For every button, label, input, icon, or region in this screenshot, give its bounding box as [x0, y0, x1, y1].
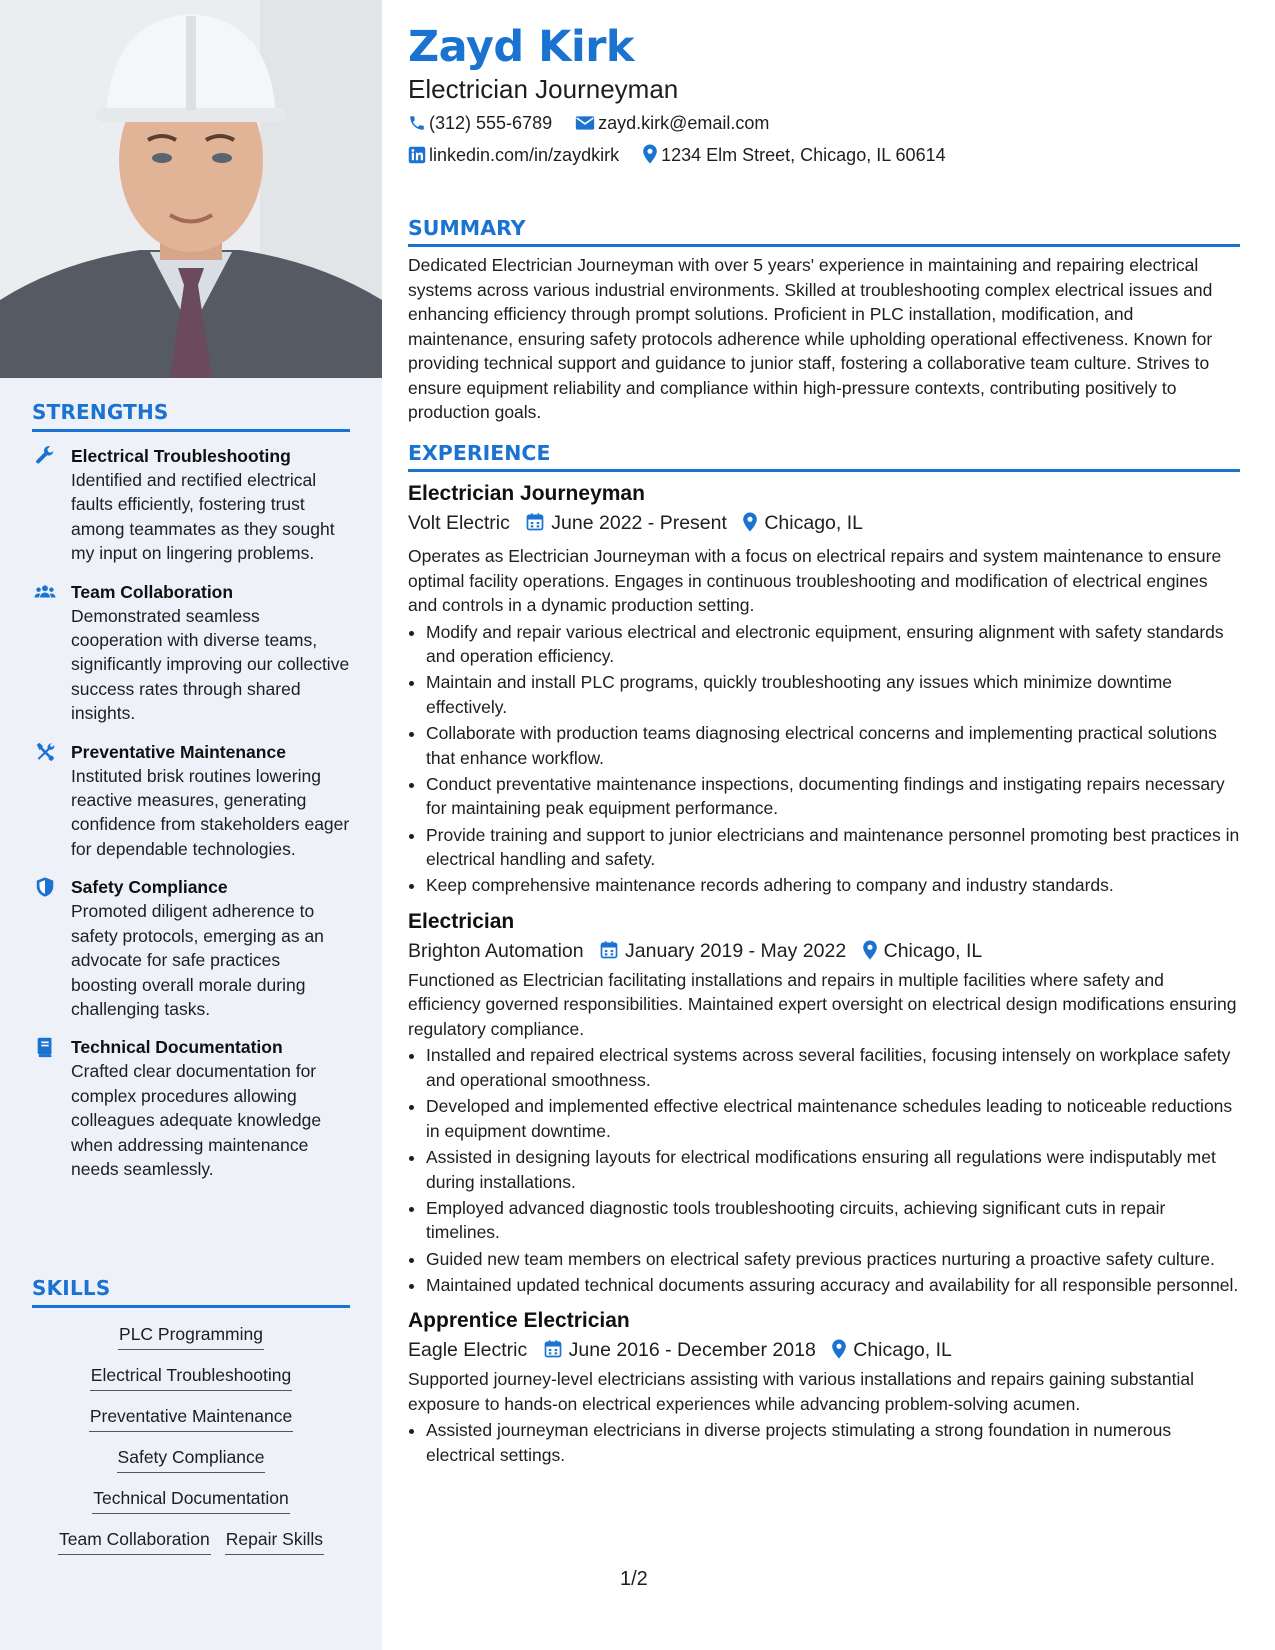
strengths-section	[32, 400, 350, 1181]
job-meta	[408, 508, 1240, 538]
phone-text: (312) 555-6789	[429, 113, 553, 133]
contact-linkedin[interactable]	[408, 145, 624, 165]
strength-title: Safety Compliance	[71, 877, 228, 898]
calendar-icon	[599, 940, 619, 960]
job-bullet: • Maintained updated technical documents assuring accuracy and availability for all responsible personnel.	[426, 1273, 1240, 1298]
summary-heading: SUMMARY	[408, 216, 1240, 247]
strength-description: Instituted brisk routines lowering reactive measures, generating confidence from stakeholders eager for dependable technologies.	[71, 765, 350, 859]
strengths-heading: STRENGTHS	[32, 400, 350, 432]
experience-section	[408, 441, 1240, 1469]
shield-icon	[34, 876, 56, 898]
calendar-icon	[543, 1339, 563, 1359]
job-summary: Supported journey-level electricians assisting with various installations and repairs gaining substantial exposure to hands-on electrical experiences while advancing problem-solving acumen.	[408, 1369, 1194, 1414]
calendar-icon	[525, 512, 545, 532]
contact-row-1	[408, 113, 787, 134]
job-bullets	[408, 1418, 1240, 1467]
job-dates: June 2016 - December 2018	[568, 1339, 816, 1362]
job-bullet: • Developed and implemented effective electrical maintenance schedules leading to noticeable reductions in equipment downtime.	[426, 1094, 1240, 1143]
strength-description: Promoted diligent adherence to safety protocols, emerging as an advocate for safe practices boosting overall morale during challenging tasks.	[71, 901, 324, 1019]
job-summary: Functioned as Electrician facilitating installations and repairs in multiple facilities where safety and efficiency governed responsibilities. Maintained expert oversight on electrical design modifications ensuring regulatory compliance.	[408, 969, 1237, 1039]
strength-item	[32, 740, 350, 862]
skill-tag: Preventative Maintenance	[89, 1404, 293, 1432]
job-title: Apprentice Electrician	[408, 1309, 630, 1333]
job-bullet: • Guided new team members on electrical safety previous practices nurturing a proactive safety culture.	[426, 1247, 1240, 1272]
contact-row-2	[408, 144, 964, 166]
strength-description: Crafted clear documentation for complex procedures allowing colleagues adequate knowledge when addressing maintenance needs seamlessly.	[71, 1061, 322, 1179]
envelope-icon	[575, 114, 595, 132]
skill-tag: Repair Skills	[225, 1527, 324, 1555]
users-icon	[34, 581, 56, 603]
job-entry	[408, 908, 1240, 1297]
job-dates: June 2022 - Present	[551, 512, 727, 534]
job-bullets	[408, 620, 1240, 898]
profile-photo	[0, 0, 382, 378]
job-meta	[408, 1335, 1240, 1365]
skill-tag: Safety Compliance	[117, 1445, 266, 1473]
linkedin-icon	[408, 146, 426, 164]
job-title: Electrician	[408, 909, 515, 933]
job-meta	[408, 936, 1240, 966]
job-bullet: • Keep comprehensive maintenance records adhering to company and industry standards.	[426, 873, 1240, 898]
strength-item	[32, 580, 350, 726]
skill-tag: Technical Documentation	[92, 1486, 290, 1514]
strength-item	[32, 444, 350, 566]
job-bullet: • Assisted in designing layouts for electrical modifications ensuring all regulations were indisputably met during installations.	[426, 1145, 1240, 1194]
job-entry	[408, 480, 1240, 898]
strength-item	[32, 875, 350, 1021]
job-bullet: • Provide training and support to junior electricians and maintenance personnel promoting best practices in electrical handling and safety.	[426, 823, 1240, 872]
skill-tag: PLC Programming	[118, 1322, 264, 1350]
job-location: Chicago, IL	[853, 1339, 952, 1362]
job-dates: January 2019 - May 2022	[625, 939, 847, 962]
candidate-name: Zayd Kirk	[408, 22, 635, 72]
job-bullet: • Modify and repair various electrical and electronic equipment, ensuring alignment with safety standards and operation efficiency.	[426, 620, 1240, 669]
strength-title: Technical Documentation	[71, 1037, 283, 1058]
skills-heading: SKILLS	[32, 1276, 350, 1308]
job-bullet: • Employed advanced diagnostic tools troubleshooting circuits, achieving significant cuts in repair timelines.	[426, 1196, 1240, 1245]
job-bullet: • Installed and repaired electrical systems across several facilities, focusing intensely on workplace safety and operational smoothness.	[426, 1043, 1240, 1092]
job-title: Electrician Journeyman	[408, 482, 645, 505]
linkedin-text: linkedin.com/in/zaydkirk	[429, 145, 620, 165]
job-summary: Operates as Electrician Journeyman with a focus on electrical repairs and system maintenance to ensure optimal facility operations. Engages in continuous troubleshooting and modification of electrical engines and controls in a dynamic production setting.	[408, 546, 1222, 615]
strength-title: Electrical Troubleshooting	[71, 446, 291, 466]
job-entry	[408, 1307, 1240, 1467]
tools-icon	[34, 741, 56, 763]
job-bullets	[408, 1043, 1240, 1297]
map-pin-icon	[831, 1339, 847, 1359]
wrench-icon	[34, 445, 56, 467]
profile-photo-illustration	[0, 0, 382, 378]
job-bullet: • Maintain and install PLC programs, quickly troubleshooting any issues which minimize downtime effectively.	[426, 670, 1240, 719]
experience-heading: EXPERIENCE	[408, 441, 1240, 472]
page-number: 1/2	[620, 1568, 648, 1590]
contact-email[interactable]	[575, 113, 769, 133]
strength-description: Demonstrated seamless cooperation with diverse teams, significantly improving our collective success rates through shared insights.	[71, 605, 350, 724]
candidate-role: Electrician Journeyman	[408, 74, 679, 104]
job-bullet: • Collaborate with production teams diagnosing electrical concerns and implementing practical solutions that enhance workflow.	[426, 721, 1240, 770]
skills-list	[32, 1308, 350, 1555]
strength-description: Identified and rectified electrical faults efficiently, fostering trust among teammates as they sought my input on lingering problems.	[71, 470, 335, 564]
left-column	[0, 0, 382, 1650]
address-text: 1234 Elm Street, Chicago, IL 60614	[661, 145, 946, 165]
phone-icon	[408, 114, 426, 132]
email-text: zayd.kirk@email.com	[598, 113, 770, 133]
job-bullet: • Conduct preventative maintenance inspections, documenting findings and instigating repairs necessary for maintaining peak equipment performance.	[426, 772, 1240, 821]
skill-tag: Team Collaboration	[58, 1527, 211, 1555]
job-bullet: • Assisted journeyman electricians in diverse projects stimulating a strong foundation in numerous electrical settings.	[426, 1418, 1240, 1467]
job-location: Chicago, IL	[883, 939, 983, 962]
job-company: Eagle Electric	[408, 1339, 528, 1362]
job-company: Volt Electric	[408, 512, 510, 534]
summary-text: Dedicated Electrician Journeyman with over 5 years' experience in maintaining and repairing electrical systems across various industrial environments. Skilled at troubleshooting complex electrical issues and enhancing efficiency through prompt solutions. Proficient in PLC installation, modification, and maintenance, ensuring safety protocols adherence while upholding operational effectiveness. Known for providing technical support and guidance to junior staff, fostering a collaborative team culture. Strives to ensure equipment reliability and compliance within high-pressure contexts, contributing positively to production goals.	[408, 255, 1213, 422]
job-location: Chicago, IL	[764, 512, 863, 534]
map-pin-icon	[862, 940, 878, 960]
job-company: Brighton Automation	[408, 939, 584, 962]
contact-phone[interactable]	[408, 113, 557, 133]
contact-address	[642, 145, 946, 165]
strength-title: Team Collaboration	[71, 581, 234, 602]
strength-title: Preventative Maintenance	[71, 741, 286, 762]
skills-section	[32, 1276, 350, 1555]
book-icon	[34, 1036, 56, 1058]
strength-item	[32, 1035, 350, 1181]
map-pin-icon	[642, 144, 658, 164]
summary-section	[408, 216, 1240, 425]
skill-tag: Electrical Troubleshooting	[90, 1363, 292, 1391]
map-pin-icon	[742, 512, 758, 532]
